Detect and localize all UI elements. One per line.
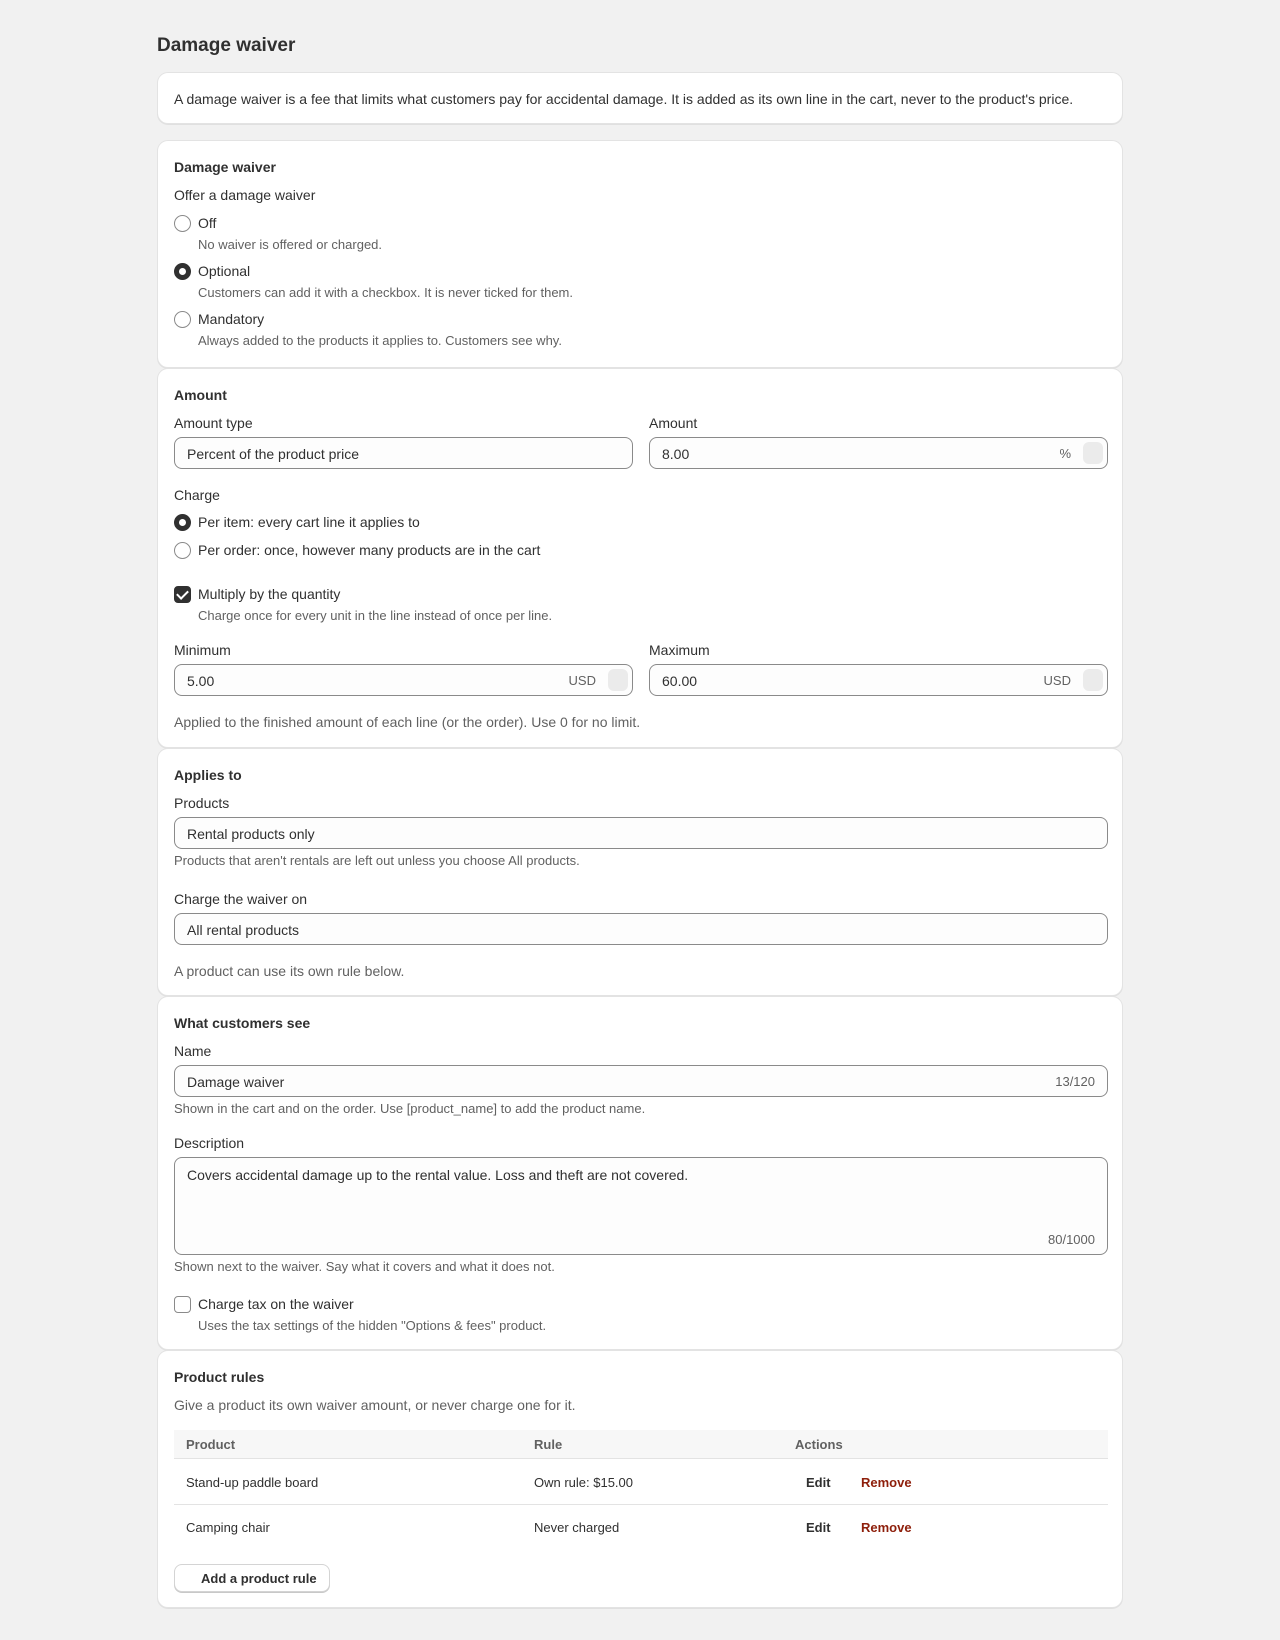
amount-label: Amount bbox=[649, 415, 698, 431]
rules-heading: Product rules bbox=[174, 1369, 265, 1385]
radio-per-order[interactable] bbox=[174, 542, 191, 559]
row-rule: Own rule: $15.00 bbox=[534, 1475, 634, 1490]
minimum-label: Minimum bbox=[174, 642, 231, 658]
products-value: Rental products only bbox=[187, 826, 315, 842]
maximum-input[interactable] bbox=[649, 664, 1108, 696]
add-product-rule-button[interactable]: Add a product rule bbox=[174, 1564, 330, 1592]
description-char-count: 80/1000 bbox=[1048, 1232, 1095, 1247]
multiply-label: Multiply by the quantity bbox=[198, 586, 341, 602]
minimum-currency: USD bbox=[568, 673, 596, 688]
amount-stepper[interactable] bbox=[1083, 442, 1103, 464]
customers-card bbox=[157, 996, 1123, 1350]
maximum-value: 60.00 bbox=[662, 673, 698, 689]
name-label: Name bbox=[174, 1043, 212, 1059]
radio-optional-label: Optional bbox=[198, 263, 251, 279]
name-input[interactable] bbox=[174, 1065, 1108, 1097]
tax-help: Uses the tax settings of the hidden "Options & fees" product. bbox=[198, 1318, 547, 1333]
description-help: Shown next to the waiver. Say what it covers and what it does not. bbox=[174, 1259, 555, 1274]
charge-on-label: Charge the waiver on bbox=[174, 891, 308, 907]
maximum-currency: USD bbox=[1043, 673, 1071, 688]
applies-heading: Applies to bbox=[174, 767, 242, 783]
tax-label: Charge tax on the waiver bbox=[198, 1296, 354, 1312]
amount-type-label: Amount type bbox=[174, 415, 253, 431]
row-product: Camping chair bbox=[186, 1520, 270, 1535]
intro-text: A damage waiver is a fee that limits what customers pay for accidental damage. It is added as its own line in the cart, never to the product's price. bbox=[174, 91, 1074, 107]
radio-off-help: No waiver is offered or charged. bbox=[198, 237, 383, 252]
radio-mandatory-label: Mandatory bbox=[198, 311, 265, 327]
name-char-count: 13/120 bbox=[1055, 1074, 1095, 1089]
description-value: Covers accidental damage up to the rental value. Loss and theft are not covered. bbox=[187, 1167, 689, 1183]
remove-button[interactable]: Remove bbox=[861, 1520, 912, 1535]
row-rule: Never charged bbox=[534, 1520, 620, 1535]
multiply-help: Charge once for every unit in the line instead of once per line. bbox=[198, 608, 553, 623]
rules-table-header bbox=[174, 1430, 1108, 1459]
minimum-input[interactable] bbox=[174, 664, 633, 696]
applies-footer-help: A product can use its own rule below. bbox=[174, 963, 405, 979]
applies-card bbox=[157, 748, 1123, 996]
products-label: Products bbox=[174, 795, 230, 811]
description-label: Description bbox=[174, 1135, 245, 1151]
amount-value: 8.00 bbox=[662, 446, 690, 462]
page-title: Damage waiver bbox=[157, 35, 296, 56]
col-actions: Actions bbox=[795, 1437, 843, 1452]
rules-card bbox=[157, 1350, 1123, 1608]
maximum-stepper[interactable] bbox=[1083, 669, 1103, 691]
charge-label: Charge bbox=[174, 487, 220, 503]
amount-card bbox=[157, 368, 1123, 748]
charge-on-select[interactable] bbox=[174, 913, 1108, 945]
radio-off[interactable] bbox=[174, 215, 191, 232]
maximum-label: Maximum bbox=[649, 642, 710, 658]
percent-suffix: % bbox=[1059, 446, 1071, 461]
row-product: Stand-up paddle board bbox=[186, 1475, 319, 1490]
waiver-card bbox=[157, 140, 1123, 368]
waiver-heading: Damage waiver bbox=[174, 159, 276, 175]
remove-button[interactable]: Remove bbox=[861, 1475, 912, 1490]
tax-checkbox[interactable] bbox=[174, 1296, 191, 1313]
col-product: Product bbox=[186, 1437, 236, 1452]
amount-type-value: Percent of the product price bbox=[187, 446, 359, 462]
name-help: Shown in the cart and on the order. Use [product_name] to add the product name. bbox=[174, 1101, 646, 1116]
radio-mandatory-help: Always added to the products it applies to. Customers see why. bbox=[198, 333, 562, 348]
charge-on-value: All rental products bbox=[187, 922, 300, 938]
amount-heading: Amount bbox=[174, 387, 227, 403]
minimum-stepper[interactable] bbox=[608, 669, 628, 691]
limits-help: Applied to the finished amount of each line (or the order). Use 0 for no limit. bbox=[174, 714, 641, 730]
col-rule: Rule bbox=[534, 1437, 563, 1452]
edit-button[interactable]: Edit bbox=[806, 1520, 831, 1535]
radio-per-item-label: Per item: every cart line it applies to bbox=[198, 514, 420, 530]
radio-per-item[interactable] bbox=[174, 514, 191, 531]
products-select[interactable] bbox=[174, 817, 1108, 849]
amount-type-select[interactable] bbox=[174, 437, 633, 469]
rules-subtext: Give a product its own waiver amount, or never charge one for it. bbox=[174, 1397, 576, 1413]
intro-card bbox=[157, 72, 1123, 124]
multiply-checkbox[interactable] bbox=[174, 586, 191, 603]
waiver-question: Offer a damage waiver bbox=[174, 187, 316, 203]
edit-button[interactable]: Edit bbox=[806, 1475, 831, 1490]
customers-heading: What customers see bbox=[174, 1015, 311, 1031]
radio-optional[interactable] bbox=[174, 263, 191, 280]
radio-off-label: Off bbox=[198, 215, 217, 231]
radio-optional-help: Customers can add it with a checkbox. It is never ticked for them. bbox=[198, 285, 573, 300]
products-help: Products that aren't rentals are left out unless you choose All products. bbox=[174, 853, 580, 868]
radio-per-order-label: Per order: once, however many products are in the cart bbox=[198, 542, 541, 558]
description-textarea[interactable] bbox=[174, 1157, 1108, 1255]
minimum-value: 5.00 bbox=[187, 673, 215, 689]
amount-input[interactable] bbox=[649, 437, 1108, 469]
name-value: Damage waiver bbox=[187, 1074, 285, 1090]
radio-mandatory[interactable] bbox=[174, 311, 191, 328]
row-divider bbox=[174, 1504, 1108, 1505]
